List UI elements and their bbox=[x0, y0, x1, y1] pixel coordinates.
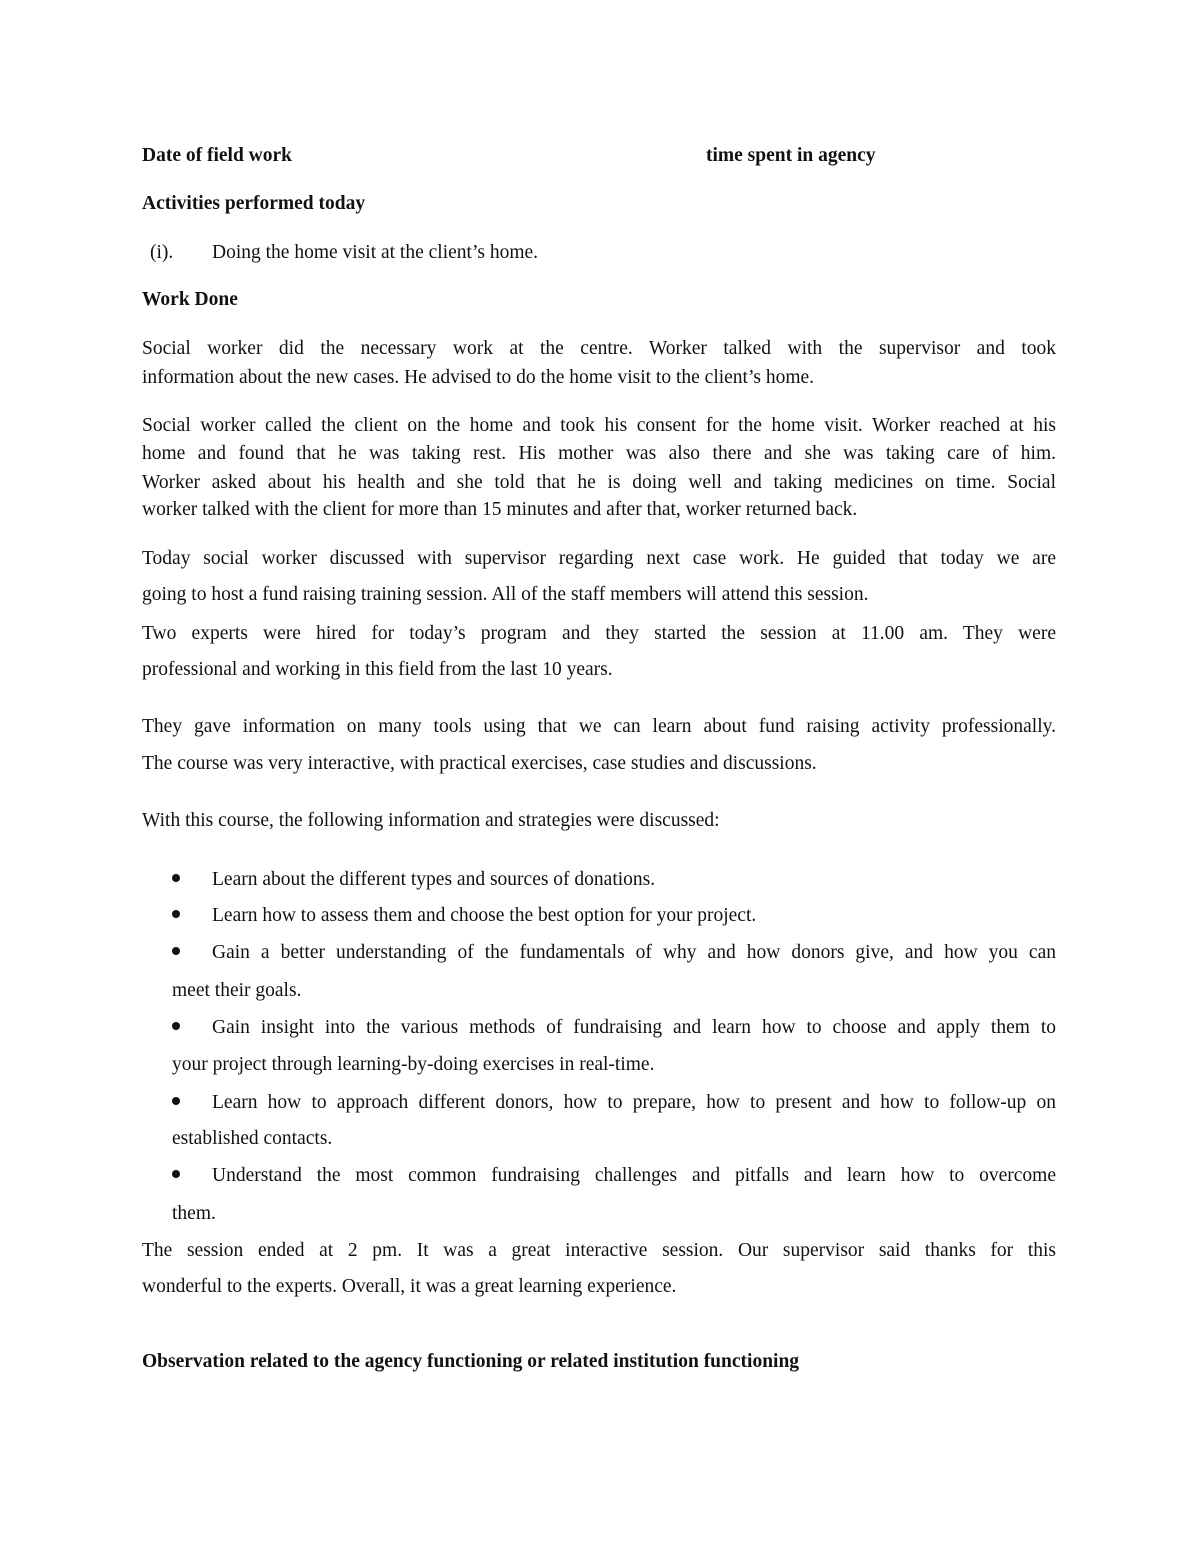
observation-heading: Observation related to the agency functioning or related institution functioning bbox=[142, 1351, 800, 1372]
para2-line3: Worker asked about his health and she told that he is doing well and taking medicines on time. Social bbox=[142, 472, 1056, 493]
para4-line2: professional and working in this field from the last 10 years. bbox=[142, 659, 613, 680]
bullet-dot-icon bbox=[172, 910, 180, 918]
bullet-dot-icon bbox=[172, 1170, 180, 1178]
para2-line1: Social worker called the client on the home and took his consent for the home visit. Worker reached at his bbox=[142, 415, 1056, 436]
bullet-dot-icon bbox=[172, 947, 180, 955]
bullet-text: Gain a better understanding of the fundamentals of why and how donors give, and how you can bbox=[212, 942, 1056, 963]
bullet-text-continued: them. bbox=[172, 1203, 216, 1224]
para5-line2: The course was very interactive, with practical exercises, case studies and discussions. bbox=[142, 753, 817, 774]
bullet-text: Learn about the different types and sources of donations. bbox=[212, 869, 656, 890]
para1-line2: information about the new cases. He advised to do the home visit to the client’s home. bbox=[142, 367, 815, 388]
activities-heading: Activities performed today bbox=[142, 193, 366, 214]
para3-line1: Today social worker discussed with supervisor regarding next case work. He guided that today we are bbox=[142, 548, 1056, 569]
para6: With this course, the following information and strategies were discussed: bbox=[142, 810, 720, 831]
activity-item-text: Doing the home visit at the client’s home. bbox=[212, 242, 539, 263]
para5-line1: They gave information on many tools using that we can learn about fund raising activity professionally. bbox=[142, 716, 1056, 737]
bullet-text: Understand the most common fundraising challenges and pitfalls and learn how to overcome bbox=[212, 1165, 1056, 1186]
bullet-text: Gain insight into the various methods of fundraising and learn how to choose and apply them to bbox=[212, 1017, 1056, 1038]
para7-line2: wonderful to the experts. Overall, it was a great learning experience. bbox=[142, 1276, 677, 1297]
para1-line1: Social worker did the necessary work at the centre. Worker talked with the supervisor and took bbox=[142, 338, 1056, 359]
bullet-text-continued: your project through learning-by-doing exercises in real-time. bbox=[172, 1054, 655, 1075]
bullet-text-continued: established contacts. bbox=[172, 1128, 333, 1149]
date-of-field-work-label: Date of field work bbox=[142, 145, 293, 166]
time-spent-label: time spent in agency bbox=[706, 145, 876, 166]
bullet-text: Learn how to approach different donors, how to prepare, how to present and how to follow-up on bbox=[212, 1092, 1056, 1113]
para3-line2: going to host a fund raising training session. All of the staff members will attend this session. bbox=[142, 584, 869, 605]
para2-line2: home and found that he was taking rest. His mother was also there and she was taking care of him. bbox=[142, 443, 1056, 464]
para4-line1: Two experts were hired for today’s program and they started the session at 11.00 am. They were bbox=[142, 623, 1056, 644]
para7-line1: The session ended at 2 pm. It was a great interactive session. Our supervisor said thanks for this bbox=[142, 1240, 1056, 1261]
bullet-dot-icon bbox=[172, 1022, 180, 1030]
bullet-text: Learn how to assess them and choose the best option for your project. bbox=[212, 905, 757, 926]
para2-line4: worker talked with the client for more than 15 minutes and after that, worker returned back. bbox=[142, 499, 858, 520]
bullet-text-continued: meet their goals. bbox=[172, 980, 302, 1001]
work-done-heading: Work Done bbox=[142, 289, 238, 310]
activity-item-label: (i). bbox=[150, 242, 174, 263]
bullet-dot-icon bbox=[172, 1097, 180, 1105]
bullet-dot-icon bbox=[172, 874, 180, 882]
